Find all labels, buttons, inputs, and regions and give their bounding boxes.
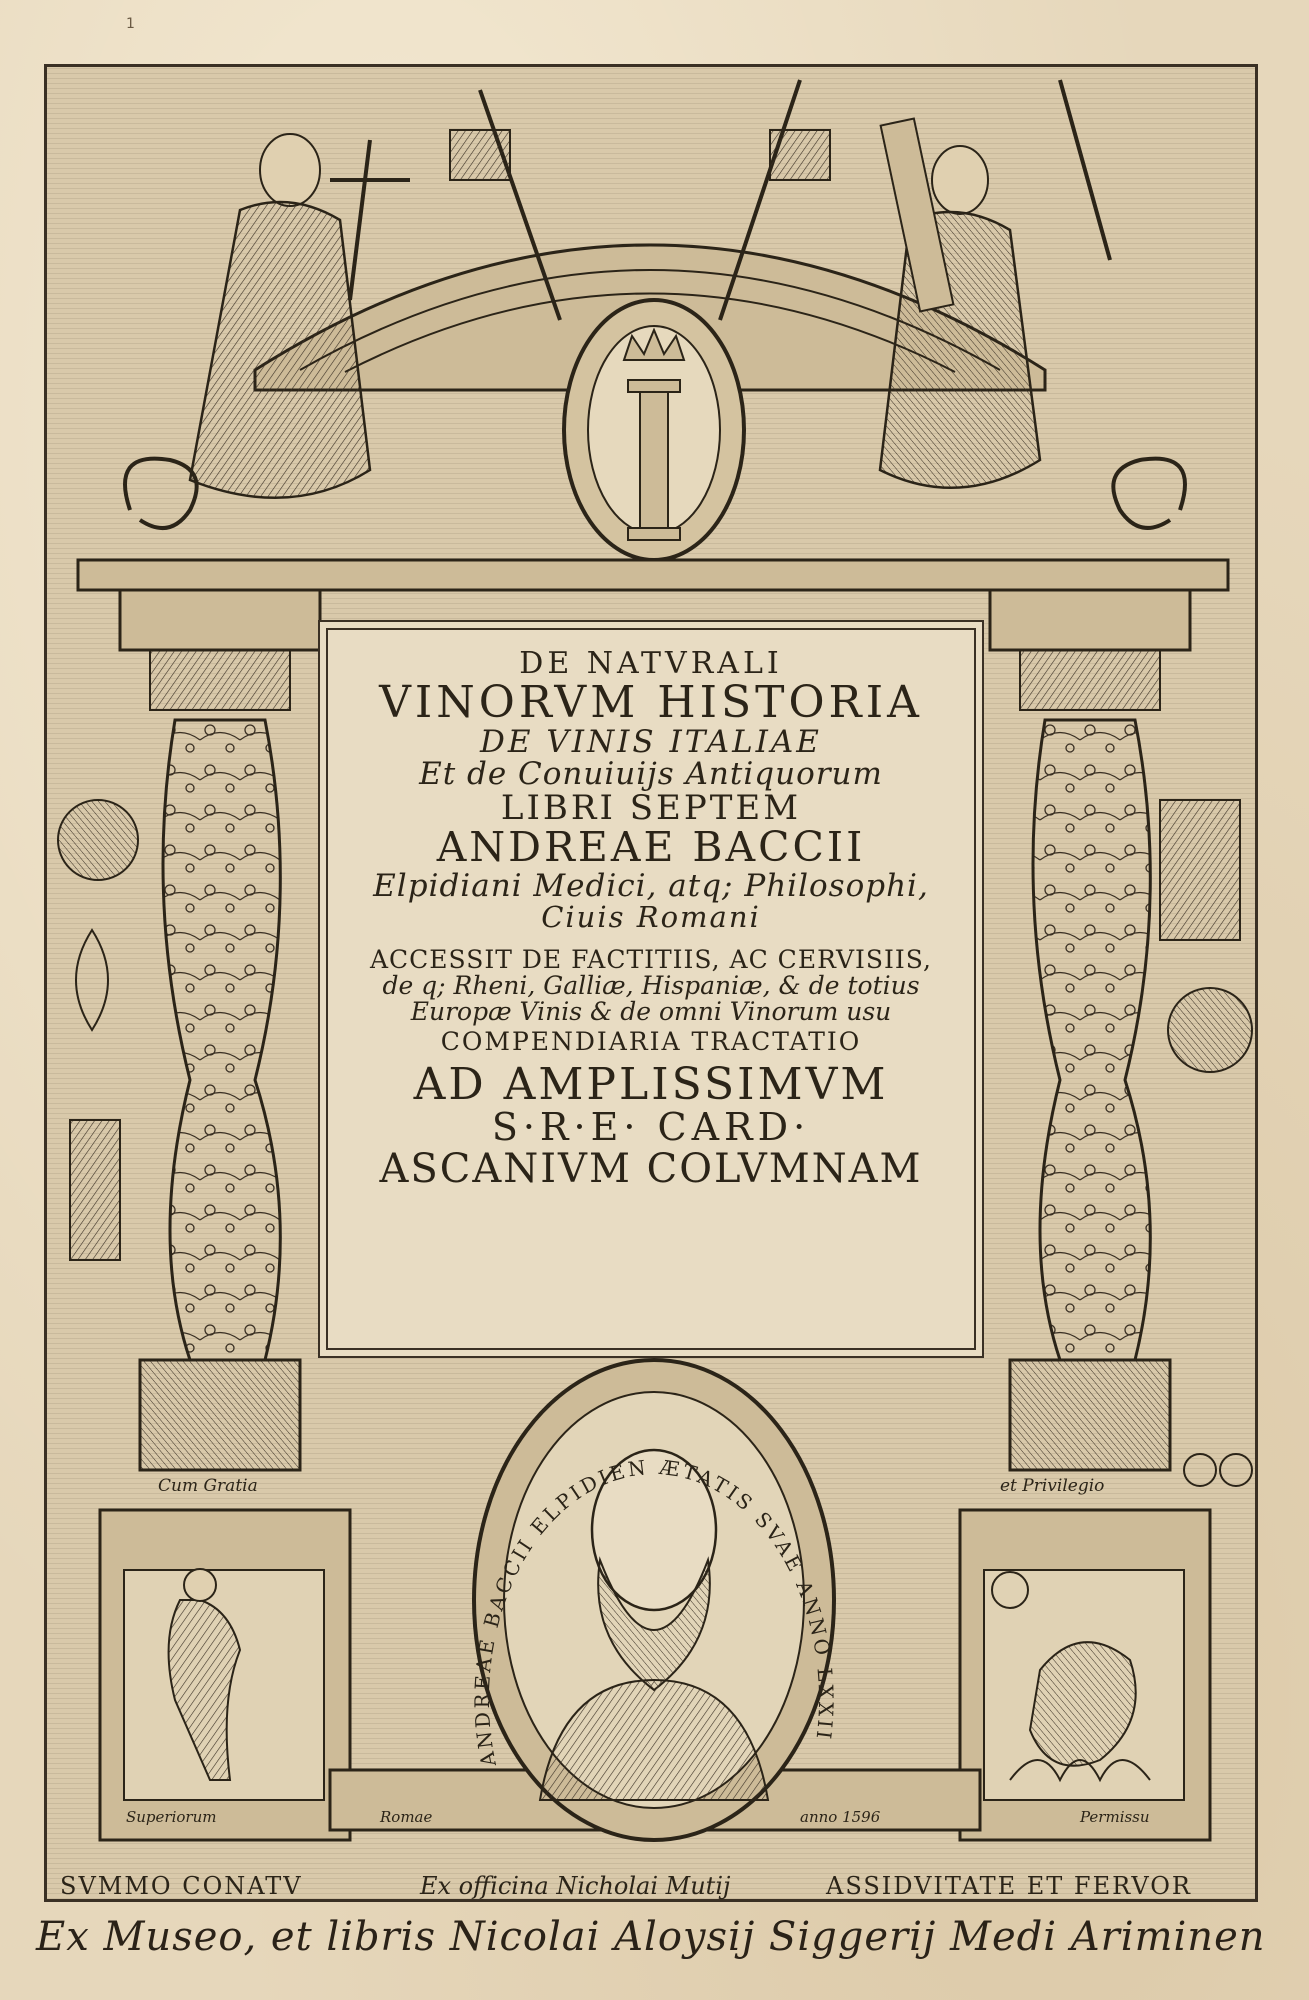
label-romae: Romae <box>380 1808 433 1826</box>
subtitle-line-4: COMPENDIARIA TRACTATIO <box>440 1027 862 1057</box>
portrait-inscription: ANDREAE BACCII ELPIDIEN ÆTATIS SVAE ANNO LXXII <box>469 1454 839 1769</box>
author-name: ANDREAE BACCII <box>436 823 866 872</box>
label-privilegio: et Privilegio <box>1000 1476 1105 1496</box>
dedication-line-1: AD AMPLISSIMVM <box>413 1058 889 1110</box>
title-line-3: DE VINIS ITALIAE <box>480 723 822 760</box>
page-mark: 1 <box>126 16 135 32</box>
dedication-line-2: S·R·E· CARD· <box>491 1104 811 1149</box>
title-line-2: VINORVM HISTORIA <box>379 676 923 728</box>
title-line-5: LIBRI SEPTEM <box>500 787 802 828</box>
label-permissu: Permissu <box>1080 1808 1150 1826</box>
dedication-line-3: ASCANIVM COLVMNAM <box>379 1145 923 1192</box>
subtitle-line-3: Europæ Vinis & de omni Vinorum usu <box>410 997 892 1026</box>
motto-right: ASSIDVITATE ET FERVOR <box>826 1872 1192 1900</box>
title-line-4: Et de Conuiuijs Antiquorum <box>419 756 883 793</box>
label-superiorum: Superiorum <box>126 1808 217 1826</box>
subtitle-line-1: ACCESSIT DE FACTITIIS, AC CERVISIIS, <box>369 944 932 974</box>
publisher-line: Ex officina Nicholai Mutij <box>420 1872 731 1900</box>
handwritten-provenance-note: Ex Museo, et libris Nicolai Aloysij Siggerij Medi Ariminen <box>36 1914 1266 1960</box>
label-cum-gratia: Cum Gratia <box>158 1476 258 1496</box>
label-anno: anno 1596 <box>800 1808 881 1826</box>
svg-text:ANDREAE BACCII ELPIDIEN ÆTATIS <box>470 1455 838 1770</box>
motto-left: SVMMO CONATV <box>60 1872 303 1900</box>
title-line-1: DE NATVRALI <box>519 646 783 681</box>
author-citizenship: Ciuis Romani <box>541 900 761 935</box>
subtitle-line-2: de q; Rheni, Galliæ, Hispaniæ, & de totius <box>382 970 920 1000</box>
author-title: Elpidiani Medici, atq; Philosophi, <box>373 867 929 904</box>
